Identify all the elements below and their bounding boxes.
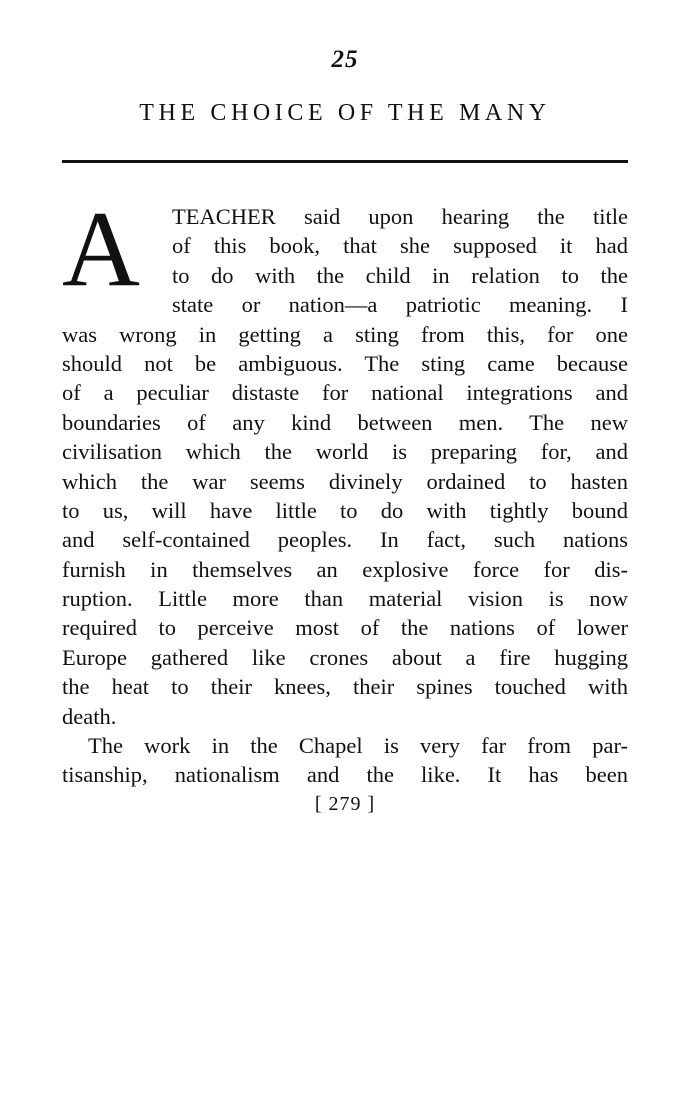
page-number: [ 279 ] [314,793,376,815]
text-line: the heat to their knees, their spines touched with [62,674,628,700]
text-line: furnish in themselves an explosive force for dis- [62,556,628,582]
text-line: Europe gathered like crones about a fire hugging [62,644,628,670]
text-line: death. [62,703,117,729]
text-line: The work in the Chapel is very far from par- [88,733,628,759]
text-line: required to perceive most of the nations of lower [62,615,628,641]
text-line: boundaries of any kind between men. The new [62,409,628,435]
body-text [62,190,628,790]
text-line: state or nation—a patriotic meaning. I [172,292,628,318]
text-line: TEACHER said upon hearing the title [172,204,628,229]
text-line: to do with the child in relation to the [172,262,628,288]
text-line: ruption. Little more than material vision is now [62,586,628,612]
text-line: tisanship, nationalism and the like. It has been [62,762,628,788]
text-line: and self-contained peoples. In fact, such nations [62,527,628,553]
text-line: to us, will have little to do with tightly bound [62,497,628,523]
text-line: should not be ambiguous. The sting came because [62,350,628,376]
drop-cap: A [62,190,140,309]
text-line: was wrong in getting a sting from this, for one [62,321,628,347]
text-line: of a peculiar distaste for national integrations and [62,380,628,406]
chapter-title: THE CHOICE OF THE MANY [139,100,551,126]
chapter-number: 25 [331,46,359,73]
text-line: which the war seems divinely ordained to hasten [62,468,628,494]
text-line: civilisation which the world is preparing for, and [62,439,628,465]
text-line: of this book, that she supposed it had [172,233,628,259]
title-rule [62,160,628,163]
